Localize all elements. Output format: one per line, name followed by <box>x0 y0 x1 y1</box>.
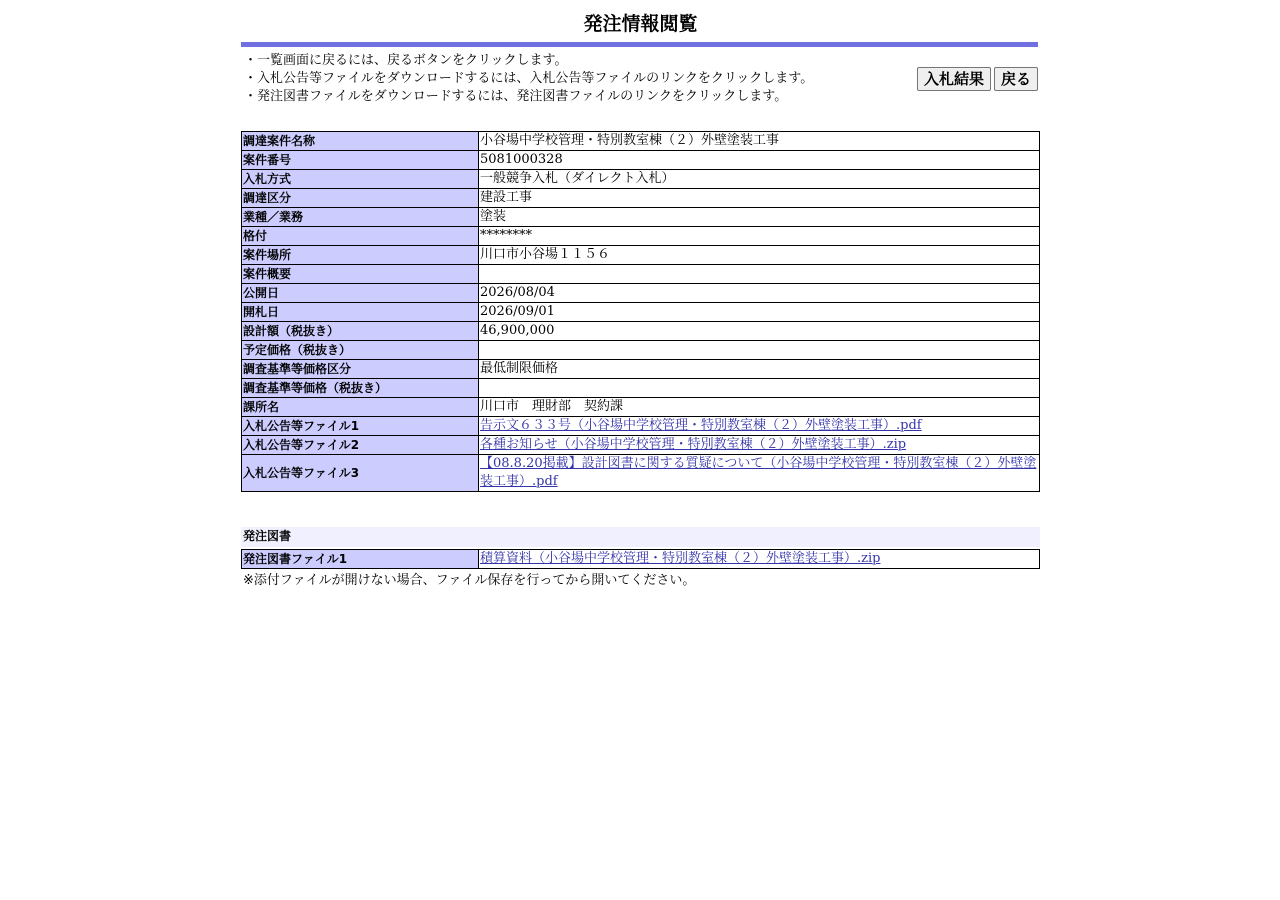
info-row <box>242 379 1040 398</box>
info-row <box>242 398 1040 417</box>
order-info-table <box>241 131 1040 492</box>
page-container <box>241 0 1040 590</box>
row-value: 川口市 理財部 契約課 <box>479 398 1040 417</box>
row-label: 公開日 <box>242 284 479 303</box>
file-download-link[interactable]: 各種お知らせ（小谷場中学校管理・特別教室棟（２）外壁塗装工事）.zip <box>480 437 907 452</box>
row-label: 入札方式 <box>242 170 479 189</box>
row-value: 一般競争入札（ダイレクト入札） <box>479 170 1040 189</box>
info-row <box>242 132 1040 151</box>
info-row <box>242 436 1040 455</box>
row-value <box>479 379 1040 398</box>
row-value: ******** <box>479 227 1040 246</box>
row-label: 案件番号 <box>242 151 479 170</box>
bid-result-button[interactable]: 入札結果 <box>917 67 991 91</box>
row-value: 川口市小谷場１１５６ <box>479 246 1040 265</box>
info-row <box>242 303 1040 322</box>
row-label: 開札日 <box>242 303 479 322</box>
row-label: 調査基準等価格区分 <box>242 360 479 379</box>
drawing-row <box>242 550 1040 569</box>
row-value <box>479 550 1040 569</box>
row-label: 調達区分 <box>242 189 479 208</box>
info-row <box>242 170 1040 189</box>
info-row <box>242 455 1040 492</box>
drawings-section-heading: 発注図書 <box>241 527 1040 547</box>
row-value: 5081000328 <box>479 151 1040 170</box>
page-title: 発注情報閲覧 <box>583 13 698 35</box>
info-row <box>242 360 1040 379</box>
row-label: 案件場所 <box>242 246 479 265</box>
info-row <box>242 341 1040 360</box>
row-value: 建設工事 <box>479 189 1040 208</box>
row-label: 発注図書ファイル1 <box>242 550 479 569</box>
info-row <box>242 284 1040 303</box>
row-value: 小谷場中学校管理・特別教室棟（２）外壁塗装工事 <box>479 132 1040 151</box>
instruction-item: ・発注図書ファイルをダウンロードするには、発注図書ファイルのリンクをクリックします。 <box>244 89 788 104</box>
row-value <box>479 265 1040 284</box>
row-value <box>479 417 1040 436</box>
file-download-link[interactable]: 積算資料（小谷場中学校管理・特別教室棟（２）外壁塗装工事）.zip <box>480 551 881 566</box>
instructions-area <box>241 47 1040 131</box>
drawings-table <box>241 549 1040 569</box>
row-label: 設計額（税抜き） <box>242 322 479 341</box>
row-label: 課所名 <box>242 398 479 417</box>
row-value <box>479 436 1040 455</box>
file-download-link[interactable]: 【08.8.20掲載】設計図書に関する質疑について（小谷場中学校管理・特別教室棟（２）外壁塗装工事）.pdf <box>480 456 1037 489</box>
row-value: 46,900,000 <box>479 322 1040 341</box>
row-label: 格付 <box>242 227 479 246</box>
info-row <box>242 208 1040 227</box>
row-label: 入札公告等ファイル3 <box>242 455 479 492</box>
row-value <box>479 341 1040 360</box>
row-label: 入札公告等ファイル2 <box>242 436 479 455</box>
row-label: 調査基準等価格（税抜き） <box>242 379 479 398</box>
action-buttons <box>917 67 1038 91</box>
info-row <box>242 151 1040 170</box>
attachment-note: ※添付ファイルが開けない場合、ファイル保存を行ってから開いてください。 <box>243 573 696 588</box>
row-value: 塗装 <box>479 208 1040 227</box>
file-download-link[interactable]: 告示文６３３号（小谷場中学校管理・特別教室棟（２）外壁塗装工事）.pdf <box>480 418 922 433</box>
info-row <box>242 246 1040 265</box>
info-row <box>242 189 1040 208</box>
row-value: 最低制限価格 <box>479 360 1040 379</box>
back-button[interactable]: 戻る <box>994 67 1038 91</box>
row-label: 予定価格（税抜き） <box>242 341 479 360</box>
row-label: 業種／業務 <box>242 208 479 227</box>
info-row <box>242 227 1040 246</box>
row-label: 入札公告等ファイル1 <box>242 417 479 436</box>
row-value: 2026/08/04 <box>479 284 1040 303</box>
info-row <box>242 265 1040 284</box>
row-label: 案件概要 <box>242 265 479 284</box>
info-row <box>242 417 1040 436</box>
row-value: 2026/09/01 <box>479 303 1040 322</box>
row-value <box>479 455 1040 492</box>
info-row <box>242 322 1040 341</box>
row-label: 調達案件名称 <box>242 132 479 151</box>
instruction-item: ・一覧画面に戻るには、戻るボタンをクリックします。 <box>244 53 568 68</box>
instruction-item: ・入札公告等ファイルをダウンロードするには、入札公告等ファイルのリンクをクリックします。 <box>244 71 814 86</box>
